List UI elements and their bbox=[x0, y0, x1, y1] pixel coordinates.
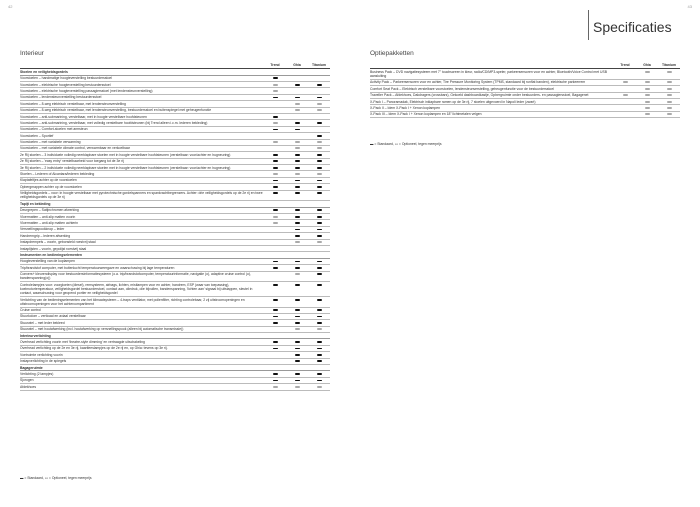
column-header: Trend bbox=[620, 63, 630, 67]
feature-label: Convers+ kleurendisplay voor bestuurdersinformatiesysteem (o.a. trip/brandstofcomputer, temperatuurinformatie, navigatie (o), adaptive cruise control (o), bandenspanning(o)) bbox=[20, 272, 251, 281]
standard-icon bbox=[317, 354, 322, 356]
legend-left: ▬ = Standaard, ▭ = Optioneel, tegen meerprijs bbox=[20, 476, 92, 480]
standard-icon bbox=[273, 284, 278, 286]
standard-icon bbox=[317, 122, 322, 124]
standard-icon bbox=[317, 348, 322, 350]
feature-label: Overhead verlichting voorin met 'theatre-style dimming' en vertraagde uitschakeling bbox=[20, 340, 145, 345]
standard-icon bbox=[273, 373, 278, 375]
standard-icon bbox=[273, 261, 278, 263]
feature-label: Stuurkolom – verticaal en axiaal verstelbaar bbox=[20, 314, 86, 319]
standard-icon bbox=[317, 97, 322, 99]
standard-icon bbox=[317, 373, 322, 375]
standard-icon bbox=[317, 322, 322, 324]
optional-icon bbox=[667, 88, 672, 90]
optiepakketten-table bbox=[370, 63, 680, 118]
feature-label: Voorstoelen – elektrische hoogteverstelling passagiersstoel (met lendensteunverstelling) bbox=[20, 88, 153, 93]
standard-icon bbox=[317, 273, 322, 275]
optional-icon bbox=[645, 113, 650, 115]
standard-icon bbox=[295, 322, 300, 324]
standard-icon bbox=[295, 380, 300, 382]
table-row bbox=[20, 282, 330, 297]
standard-icon bbox=[295, 122, 300, 124]
group-label: Bagageruimte bbox=[20, 365, 43, 370]
standard-icon bbox=[317, 341, 322, 343]
table-row bbox=[20, 272, 330, 283]
page-number-left: 42 bbox=[8, 4, 13, 9]
standard-icon bbox=[295, 316, 300, 318]
standard-icon bbox=[295, 209, 300, 211]
table-row bbox=[20, 191, 330, 202]
standard-icon bbox=[317, 229, 322, 231]
standard-icon bbox=[273, 154, 278, 156]
optional-icon bbox=[273, 141, 278, 143]
feature-label: Hoogteverstelling van de koplampen bbox=[20, 259, 75, 264]
page-title: Specificaties bbox=[588, 10, 672, 40]
feature-label: 2e Rij stoelen – 'easy entry' verstelbaarheid voor toegang tot de 3e rij bbox=[20, 159, 124, 164]
optional-icon bbox=[667, 81, 672, 83]
optional-icon bbox=[273, 122, 278, 124]
standard-icon bbox=[317, 309, 322, 311]
standard-icon bbox=[317, 135, 322, 137]
group-label: Interieurverlichting bbox=[20, 333, 51, 338]
optional-icon bbox=[667, 101, 672, 103]
standard-icon bbox=[317, 192, 322, 194]
feature-label: Voetruimte verlichting voorin bbox=[20, 352, 63, 357]
standard-icon bbox=[273, 309, 278, 311]
optional-icon bbox=[645, 107, 650, 109]
feature-label: Opbergmappen achter op de voorstoelen bbox=[20, 184, 82, 189]
feature-label: Instaplijsten – voorin, gepolijst roestvrij staal bbox=[20, 246, 87, 251]
optional-icon bbox=[295, 273, 300, 275]
standard-icon bbox=[317, 267, 322, 269]
feature-label: Verlichting (2 lampjes) bbox=[20, 372, 54, 376]
feature-label: Voorstoelen – elektrische hoogteverstelling bestuurdersstoel bbox=[20, 82, 111, 87]
standard-icon bbox=[295, 299, 300, 301]
standard-icon bbox=[317, 380, 322, 382]
optional-icon bbox=[295, 109, 300, 111]
standard-icon bbox=[273, 348, 278, 350]
feature-label: Deurgrepen – Satijnchromen afwerking bbox=[20, 208, 79, 213]
feature-label: Business Pack – DVD navigatiesysteem met 7" touchscreen in kleur, radio/CD/MP3-speler, parkeersensoren voor en achter, Bluetooth/Voice Control met USB aansluiting bbox=[370, 69, 607, 78]
optional-icon bbox=[317, 103, 322, 105]
standard-icon bbox=[295, 97, 300, 99]
feature-label: Verlichting van de bedieningselementen van het klimaatsysteem – 4-traps ventilator, met pollenfilter, richting controlebaar, 2 zij uitstroomopeningen en uitstroomopeningen voor het achtercompartiment bbox=[20, 297, 245, 306]
standard-icon bbox=[295, 154, 300, 156]
feature-label: Cruise control bbox=[20, 308, 41, 313]
standard-icon bbox=[295, 180, 300, 182]
standard-icon bbox=[273, 380, 278, 382]
standard-icon bbox=[317, 299, 322, 301]
feature-label: X-Pack I – Panoramadak, Elektrisch inklapbare ramen op de 3e rij, 7 stoelen uitgevoerd in Napoli leder (zwart) bbox=[370, 99, 536, 104]
optional-icon bbox=[295, 328, 300, 330]
feature-label: Stoelen – Lederen of Alcantara/lederen bekleding bbox=[20, 172, 95, 177]
feature-label: Voorstoelen – anti-submarining, verstelbaar, met in hoogte verstelbare hoofdsteunen bbox=[20, 114, 147, 119]
standard-icon bbox=[273, 341, 278, 343]
feature-label: Veiligheidsgordels – voor: in hoogte verstelbaar met pyrotechnische gordelspanners en spankrachtbegrenzers. Achter: drie veiligheidsgordels op de 2e rij en twee veiligheidsgordels op de 3e rij bbox=[20, 191, 263, 200]
standard-icon bbox=[273, 129, 278, 131]
optional-icon bbox=[645, 88, 650, 90]
table-row bbox=[20, 384, 330, 390]
column-header: Ghia bbox=[643, 63, 651, 67]
standard-icon bbox=[295, 373, 300, 375]
feature-label: Activity Pack – Parkeersensoren voor en achter, Tire Pressure Monitoring System (TPMS, standaard bij runflat banden), elektrische parkeerrem bbox=[370, 80, 586, 85]
feature-label: Voorstoelen – Sportief bbox=[20, 133, 54, 138]
optional-icon bbox=[645, 81, 650, 83]
optional-icon bbox=[295, 173, 300, 175]
feature-label: Voorstoelen – handmatige hoogteverstelling bestuurdersstoel bbox=[20, 76, 112, 81]
standard-icon bbox=[295, 348, 300, 350]
optional-icon bbox=[645, 101, 650, 103]
standard-icon bbox=[295, 216, 300, 218]
standard-icon bbox=[295, 129, 300, 131]
standard-icon bbox=[273, 160, 278, 162]
optional-icon bbox=[317, 328, 322, 330]
standard-icon bbox=[273, 316, 278, 318]
standard-icon bbox=[273, 299, 278, 301]
feature-label: Klaptafeltjes achter op de voorstoelen bbox=[20, 178, 77, 183]
standard-icon bbox=[317, 316, 322, 318]
standard-icon bbox=[317, 167, 322, 169]
column-header: Titanium bbox=[311, 63, 327, 67]
standard-icon bbox=[295, 341, 300, 343]
standard-icon bbox=[295, 267, 300, 269]
standard-icon bbox=[317, 154, 322, 156]
feature-label: Vloermatten – anti-slip matten voorin bbox=[20, 214, 76, 219]
standard-icon bbox=[295, 222, 300, 224]
group-label: Tapijt en bekleding bbox=[20, 201, 51, 206]
optional-icon bbox=[317, 147, 322, 149]
standard-icon bbox=[295, 229, 300, 231]
standard-icon bbox=[273, 77, 278, 79]
standard-icon bbox=[295, 84, 300, 86]
feature-label: Voorstoelen – anti-submarining, verstelbaar, met volledig verstelbare hoofdsteunen (bij Trend alleen i.c.m. lederen bekleding) bbox=[20, 120, 208, 125]
standard-icon bbox=[317, 84, 322, 86]
feature-label: Trip/brandstof computer, met buitenlucht temperatuurweergave en waarschuwing bij lage temperaturen bbox=[20, 265, 175, 270]
standard-icon bbox=[295, 192, 300, 194]
column-header: Ghia bbox=[293, 63, 301, 67]
table-row bbox=[20, 297, 330, 308]
optional-icon bbox=[317, 173, 322, 175]
optional-icon bbox=[295, 386, 300, 388]
group-label: Instrumenten en bedieningselementen bbox=[20, 252, 82, 257]
optional-icon bbox=[623, 94, 628, 96]
standard-icon bbox=[317, 284, 322, 286]
optional-icon bbox=[317, 141, 322, 143]
optional-icon bbox=[273, 173, 278, 175]
standard-icon bbox=[273, 97, 278, 99]
feature-label: Instapdrempels – voorin, gebonsteld roestvrij staal bbox=[20, 240, 96, 245]
standard-icon bbox=[317, 209, 322, 211]
feature-label: Controlelampjes voor: voorgloeien (diesel), remsysteem, airbags, lichten, mistlampen voor en achter, handrem, ESP (waar van toepassing), koelmotortemperatuur, veiligheidsgordel bestuurderstoel, contact aan, oliedruk, olie bijvullen, bandenspanning, 'lichten aan' signaal bij uitstappen, sleutel in contact, waarschuwing voor geopend portier en veiligheidsgordel bbox=[20, 282, 253, 296]
feature-label: Sjorogen bbox=[20, 378, 34, 383]
feature-label: Afdekhoes bbox=[20, 384, 37, 389]
standard-icon bbox=[295, 354, 300, 356]
page-number-right: 43 bbox=[687, 4, 692, 9]
feature-label: Voorstoelen – Comfort-stoelen met armsteun bbox=[20, 127, 88, 132]
optional-icon bbox=[623, 81, 628, 83]
optional-icon bbox=[645, 94, 650, 96]
standard-icon bbox=[295, 309, 300, 311]
standard-icon bbox=[295, 261, 300, 263]
feature-label: Traveller Pack – Afdekhoes, Dakdragers (crossbars), Gekoeld dashboardkastje, Opbergruimte onder bestuurders- en passagiersstoel, Bagagenet bbox=[370, 93, 589, 98]
group-label: Stoelen en veiligheidsgordels bbox=[20, 69, 68, 74]
feature-label: Stuurwiel – met houtafwerking (incl. houtafwerking op versnellingspook (alleen bij automatische transmissie)) bbox=[20, 327, 184, 332]
standard-icon bbox=[317, 360, 322, 362]
optional-icon bbox=[667, 107, 672, 109]
feature-label: Overhead verlichting op de 2e en 3e rij, kaartleeslampjes op de 2e rij en, op Ghia: tevens op 3e rij. bbox=[20, 346, 168, 351]
section-heading-optiepakketten: Optiepakketten bbox=[370, 50, 414, 57]
standard-icon bbox=[317, 160, 322, 162]
standard-icon bbox=[273, 167, 278, 169]
feature-label: Instapverlichting in de spiegels bbox=[20, 359, 67, 364]
optional-icon bbox=[295, 103, 300, 105]
column-header: Titanium bbox=[661, 63, 677, 67]
feature-label: Voorstoelen – lendensteunverstelling bestuurdersstoel bbox=[20, 95, 102, 100]
standard-icon bbox=[295, 167, 300, 169]
optional-icon bbox=[667, 94, 672, 96]
standard-icon bbox=[317, 180, 322, 182]
optional-icon bbox=[295, 241, 300, 243]
optional-icon bbox=[317, 109, 322, 111]
standard-icon bbox=[295, 284, 300, 286]
optional-icon bbox=[273, 216, 278, 218]
feature-label: Voorstoelen – met variabele verwarming bbox=[20, 140, 81, 145]
standard-icon bbox=[295, 360, 300, 362]
standard-icon bbox=[273, 322, 278, 324]
standard-icon bbox=[273, 192, 278, 194]
table-row bbox=[370, 69, 680, 80]
feature-label: Voorstoelen – 8-weg elektrisch verstelbaar, met lendensteunverstelling, bestuurdersstoel en buitenspiegel met geheugenfunctie bbox=[20, 108, 212, 113]
feature-label: Handremgrip – lederen afwerking bbox=[20, 233, 71, 238]
feature-label: 2e Rij stoelen – 3 individuele volledig neerklapbare stoelen met in hoogte verstelbare hoofdsteunen (verstelbaar: voor/achter en hugneuring) bbox=[20, 152, 231, 157]
standard-icon bbox=[273, 186, 278, 188]
standard-icon bbox=[295, 160, 300, 162]
feature-label: Stuurwiel – met leder bekleed bbox=[20, 320, 65, 325]
standard-icon bbox=[317, 216, 322, 218]
table-row bbox=[370, 112, 680, 118]
feature-label: 3e Rij stoelen – 2 individuele volledig neerklapbare stoelen met in hoogte verstelbare hoofdsteunen (verstelbaar: voor/achter en hugneuring) bbox=[20, 165, 231, 170]
optional-icon bbox=[317, 386, 322, 388]
feature-label: Voorstoelen – 8-weg elektrisch verstelbaar, met lendensteunverstelling bbox=[20, 101, 126, 106]
optional-icon bbox=[317, 241, 322, 243]
standard-icon bbox=[317, 261, 322, 263]
standard-icon bbox=[317, 222, 322, 224]
standard-icon bbox=[295, 235, 300, 237]
standard-icon bbox=[273, 209, 278, 211]
column-header: Trend bbox=[270, 63, 280, 67]
feature-label: Comfort Seat Pack – Elektrisch verstelbare voorstoelen, lendensteunverstelling, geheugenfunctie voor de bestuurdersstoel bbox=[370, 86, 554, 91]
feature-label: X-Pack III – Idem X-Pack I + Xenon koplampen en 18" lichtmetalen velgen bbox=[370, 112, 482, 117]
optional-icon bbox=[295, 141, 300, 143]
optional-icon bbox=[273, 84, 278, 86]
interieur-table bbox=[20, 63, 330, 391]
legend-right: ▬ = Standaard, ▭ = Optioneel, tegen meerprijs bbox=[370, 142, 442, 146]
section-heading-interieur: Interieur bbox=[20, 50, 44, 57]
standard-icon bbox=[295, 186, 300, 188]
feature-label: Versnellingspookknop – leder bbox=[20, 227, 65, 232]
optional-icon bbox=[273, 222, 278, 224]
standard-icon bbox=[273, 180, 278, 182]
standard-icon bbox=[317, 186, 322, 188]
optional-icon bbox=[295, 147, 300, 149]
optional-icon bbox=[667, 71, 672, 73]
feature-label: Voorstoelen – met variabele climate control, verwarmbaar en verkoelbaar bbox=[20, 146, 130, 151]
optional-icon bbox=[273, 386, 278, 388]
feature-label: Vloermatten – anti-slip matten achterin bbox=[20, 220, 79, 225]
standard-icon bbox=[273, 267, 278, 269]
standard-icon bbox=[273, 116, 278, 118]
optional-icon bbox=[667, 113, 672, 115]
optional-icon bbox=[273, 90, 278, 92]
optional-icon bbox=[645, 71, 650, 73]
standard-icon bbox=[317, 235, 322, 237]
feature-label: X-Pack II – Idem X-Pack I + Xenon koplampen bbox=[370, 105, 441, 110]
